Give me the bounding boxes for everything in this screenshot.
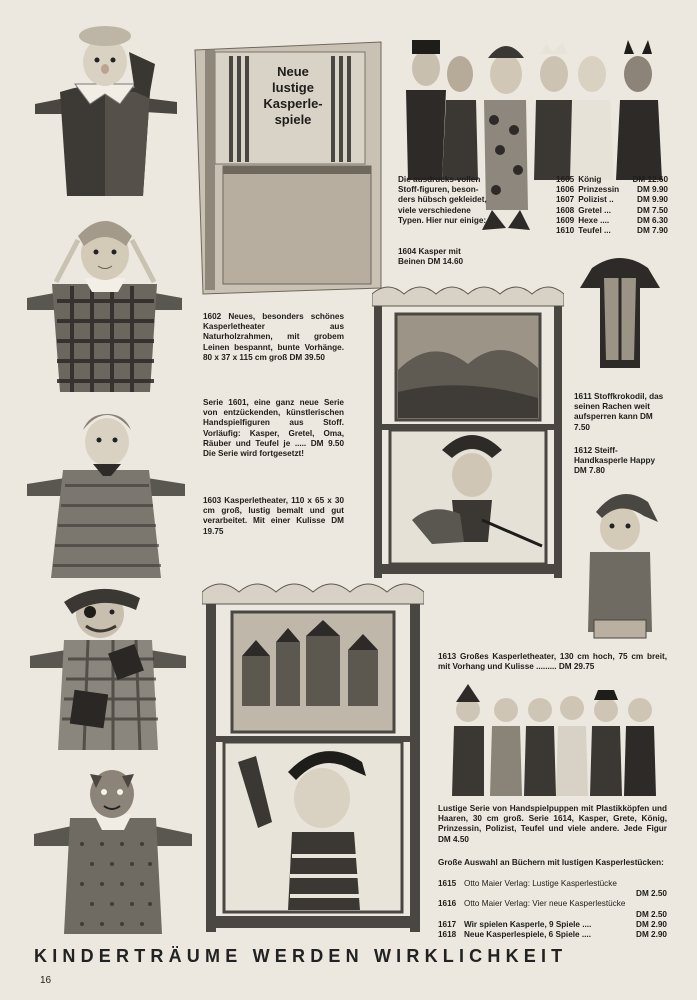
book-row: 1618 Neue Kasperlespiele, 6 Spiele .... DM 2.90 [438, 930, 667, 940]
book-row: 1617 Wir spielen Kasperle, 9 Spiele .... DM 2.90 [438, 919, 667, 929]
item-1612: 1612 Steiff-Handkasperle Happy DM 7.80 [574, 446, 655, 476]
item-1614: Lustige Serie von Handspielpuppen mit Plastikköpfen und Haaren, 30 cm groß. Serie 1614, Kasper, Grete, König, Prinzessin, Polizist, Teufel und viele andere. Jede Figur DM 4.50 [438, 804, 667, 844]
books-list [438, 879, 667, 940]
book-price: DM 2.50 [636, 889, 667, 899]
theater-1603-image [372, 280, 564, 580]
crocodile-puppet-image [574, 248, 666, 374]
steiff-happy-puppet-image [574, 482, 666, 644]
book-price: DM 2.50 [636, 909, 667, 919]
price-row: 1610 Teufel ... DM 7.90 [556, 226, 668, 236]
page-number: 16 [40, 975, 52, 986]
item-1604: 1604 Kasper mit Beinen DM 14.60 [398, 247, 464, 267]
book-row: 1616 Otto Maier Verlag: Vier neue Kasperlestücke [438, 899, 626, 909]
theater-sign-label: Neue lustige Kasperle-spiele [263, 64, 323, 127]
item-1601: Serie 1601, eine ganz neue Serie von entzückenden, künstlerischen Handspielfiguren aus Stoff. Vorläufig: Kasper, Gretel, Oma, Räuber und Teufel je ..... DM 9.50 Die Serie wird fortgesetzt! [203, 398, 344, 459]
item-1613: 1613 Großes Kasperletheater, 130 cm hoch, 75 cm breit, mit Vorhang und Kulisse ......... DM 29.75 [438, 652, 667, 672]
price-row: 1608 Gretel ... DM 7.50 [556, 205, 668, 215]
price-row: 1607 Polizist .. DM 9.90 [556, 195, 668, 205]
price-row: 1609 Hexe .... DM 6.30 [556, 215, 668, 225]
puppet-group-image-1614 [446, 680, 658, 798]
page-footer-slogan: KINDERTRÄUME WERDEN WIRKLICHKEIT [34, 946, 568, 966]
puppet-image-oma [25, 404, 187, 580]
price-row: 1605 König DM 12.60 [556, 175, 668, 184]
item-1603: 1603 Kasperletheater, 110 x 65 x 30 cm groß, lustig bemalt und gut verarbeitet. Mit einer Kulisse DM 19.75 [203, 496, 344, 536]
puppet-image-gretel [22, 206, 187, 394]
puppet-image-teufel [32, 764, 194, 936]
description-1605: Die ausdrucks-vollen Stoff-figuren, beson-ders hübsch gekleidet, viele verschiedene Typen. Hier nur einige: [398, 175, 487, 225]
price-list-1605 [556, 175, 668, 236]
price-row: 1606 Prinzessin DM 9.90 [556, 185, 668, 195]
theater-1613-image [202, 576, 424, 934]
theater-1602-image [193, 38, 383, 296]
item-1611: 1611 Stoffkrokodil, das seinen Rachen weit aufsperren kann DM 7.50 [574, 392, 664, 432]
puppet-image-kasper [25, 22, 185, 200]
books-heading: Große Auswahl an Büchern mit lustigen Kasperlestücken: [438, 858, 664, 867]
puppet-image-raeuber [28, 584, 188, 752]
item-1602: 1602 Neues, besonders schönes Kasperletheater aus Naturholzrahmen, mit grobem Leinen bespannt, bunte Vorhänge. 80 x 37 x 115 cm groß DM 39.50 [203, 312, 344, 362]
book-row: 1615 Otto Maier Verlag: Lustige Kasperlestücke [438, 879, 617, 888]
